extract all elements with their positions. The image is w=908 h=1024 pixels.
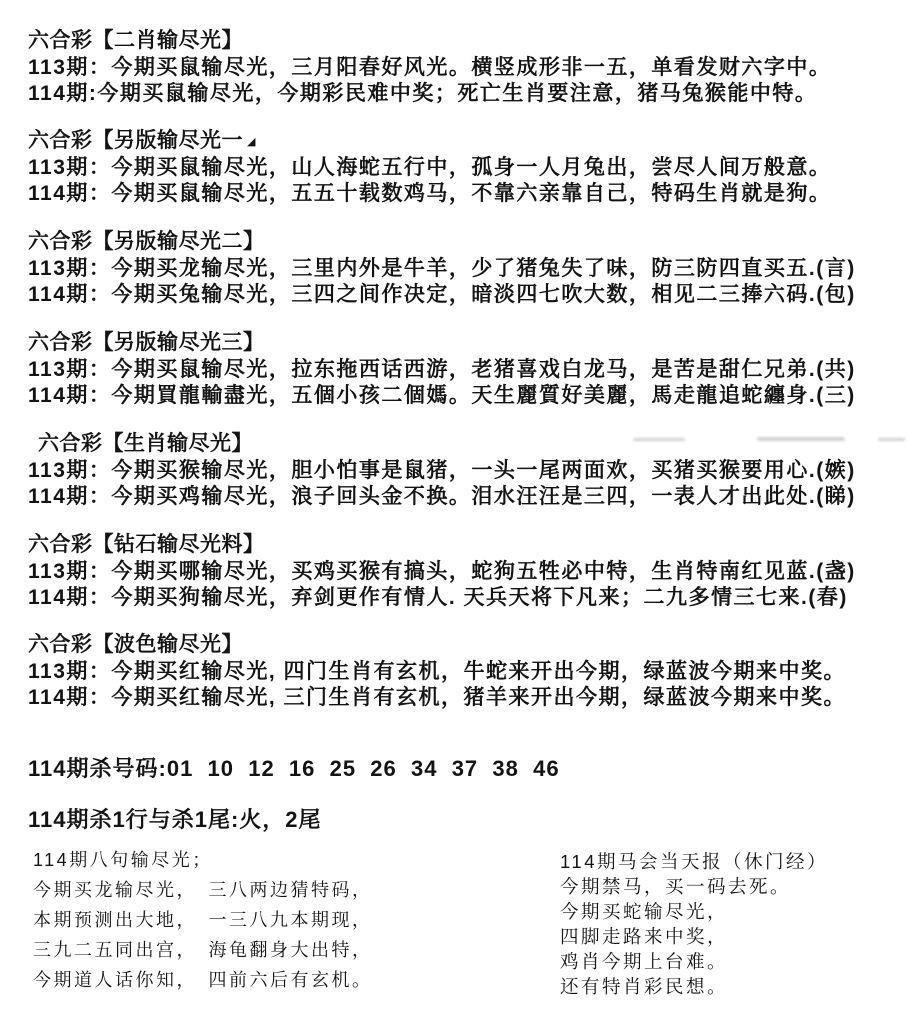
line-114: 114期：今期买鸡输尽光，浪子回头金不换。泪水汪汪是三四，一表人才出此处.(睇) <box>28 485 856 508</box>
report-line: 还有特肖彩民想。 <box>560 976 729 997</box>
verse-line: 今期买龙输尽光， 三八两边猜特码， <box>33 880 373 900</box>
kill-numbers-line <box>28 752 560 783</box>
triangle-mark-icon <box>265 237 269 249</box>
section-title-text: 六合彩【波色输尽光】 <box>28 633 243 656</box>
kill-numbers-values: 01 10 12 16 25 26 34 37 38 46 <box>166 756 560 781</box>
line-114: 114期：今期买红输尽光, 三门生肖有玄机，猪羊来开出今期，绿蓝波今期来中奖。 <box>28 686 847 709</box>
section-title <box>28 28 898 55</box>
daily-report-header: 114期马会当天报（休门经） <box>560 851 828 872</box>
section-shengxiao <box>28 431 898 510</box>
section-title <box>28 330 898 357</box>
section-title-text: 六合彩【二肖输尽光】 <box>28 29 243 52</box>
line-113: 113期：今期买鼠输尽光，拉东拖西话西游，老猪喜戏白龙马，是苦是甜仁兄弟.(共) <box>28 358 856 381</box>
section-lingban-1 <box>28 128 898 207</box>
line-113: 113期：今期买猴输尽光，胆小怕事是鼠猪，一头一尾两面欢，买猪买猴要用心.(嫉) <box>28 459 856 482</box>
triangle-mark-icon <box>265 338 269 350</box>
section-lingban-3 <box>28 330 898 409</box>
eight-verses-header: 114期八句输尽光； <box>33 850 213 870</box>
line-113: 113期：今期买龙输尽光，三里内外是牛羊，少了猪兔失了味，防三防四直买五.(言) <box>28 257 856 280</box>
triangle-mark-icon <box>243 640 247 652</box>
report-line: 今期禁马，买一码去死。 <box>560 876 792 897</box>
triangle-mark-icon <box>265 540 269 552</box>
line-114: 114期：今期买兔输尽光，三四之间作决定，暗淡四七吹大数，相见二三捧六码.(包) <box>28 283 856 306</box>
line-114: 114期:今期买鼠输尽光，今期彩民难中奖；死亡生肖要注意，猪马兔猴能中特。 <box>28 82 818 105</box>
kill-row-tail-line: 114期杀1行与杀1尾:火，2尾 <box>28 807 322 832</box>
section-title-text: 六合彩【另版输尽光二】 <box>28 230 265 253</box>
triangle-mark-icon <box>253 439 257 451</box>
verse-line: 三九二五同出宫， 海龟翻身大出特， <box>33 940 373 960</box>
line-113: 113期：今期买鼠输尽光，山人海蛇五行中，孤身一人月兔出，尝尽人间万般意。 <box>28 156 832 179</box>
verse-line: 本期预测出大地， 一三八九本期现， <box>33 910 373 930</box>
section-title-text: 六合彩【另版输尽光三】 <box>28 331 265 354</box>
section-bose <box>28 632 898 711</box>
verse-line: 今期道人话你知， 四前六后有玄机。 <box>33 970 373 990</box>
line-113: 113期：今期买鼠输尽光，三月阳春好风光。横竖成形非一五，单看发财六字中。 <box>28 56 832 79</box>
triangle-mark-icon: ◢ <box>247 136 256 148</box>
report-line: 鸡肖今期上台难。 <box>560 951 729 972</box>
line-113: 113期：今期买哪输尽光，买鸡买猴有搞头，蛇狗五牲必中特，生肖特南红见蓝.(盏) <box>28 560 856 583</box>
line-113: 113期：今期买红输尽光, 四门生肖有玄机，牛蛇来开出今期，绿蓝波今期来中奖。 <box>28 660 847 683</box>
section-title-text: 六合彩【生肖输尽光】 <box>38 432 253 455</box>
triangle-mark-icon <box>243 36 247 48</box>
line-114: 114期：今期买狗输尽光，弃剑更作有情人. 天兵天将下凡来；二九多情三七来.(春) <box>28 586 848 609</box>
section-title-text: 六合彩【另版输尽光一 <box>28 129 243 152</box>
line-114: 114期：今期买鼠输尽光，五五十载数鸡马，不靠六亲靠自己，特码生肖就是狗。 <box>28 182 832 205</box>
section-title <box>28 229 898 256</box>
kill-numbers-label: 114期杀号码: <box>28 756 167 781</box>
section-erxiao <box>28 28 898 107</box>
daily-report-block <box>560 849 828 999</box>
section-title-text: 六合彩【钻石输尽光料】 <box>28 533 265 556</box>
section-zuanshi <box>28 532 898 611</box>
report-line: 今期买蛇输尽光， <box>560 901 729 922</box>
report-line: 四脚走路来中奖， <box>560 926 729 947</box>
section-lingban-2 <box>28 229 898 308</box>
section-title <box>28 128 898 155</box>
eight-verses-block <box>33 845 373 995</box>
section-title <box>28 632 898 659</box>
line-114: 114期：今期買龍輸盡光，五個小孩二個媽。天生麗質好美麗，馬走龍追蛇纏身.(三) <box>28 384 856 407</box>
section-title <box>28 532 898 559</box>
section-title <box>28 431 898 458</box>
